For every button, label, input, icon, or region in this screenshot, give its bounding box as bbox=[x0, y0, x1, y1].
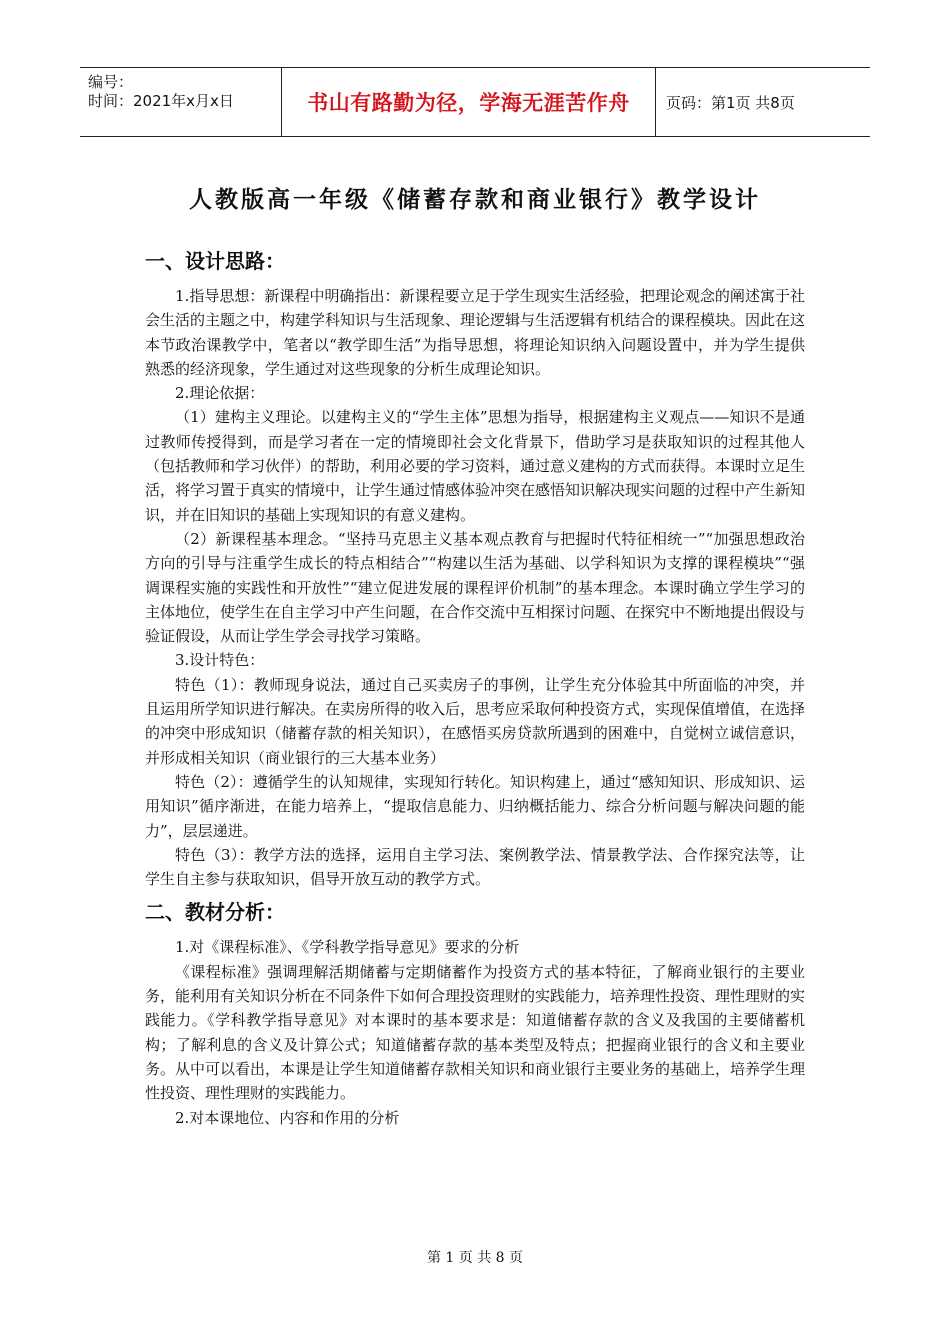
document-body bbox=[145, 246, 805, 1130]
page-footer: 第 1 页 共 8 页 bbox=[426, 1250, 524, 1266]
document-number-label: 编号： bbox=[88, 73, 134, 91]
paragraph: 特色（2）：遵循学生的认知规律，实现知行转化。知识构建上，通过“感知知识、形成知识、运用知识”循序渐进，在能力培养上，“提取信息能力、归纳概括能力、综合分析问题与解决问题的能力”，层层递进。 bbox=[145, 772, 805, 840]
paragraph: 特色（3）：教学方法的选择，运用自主学习法、案例教学法、情景教学法、合作探究法等，让学生自主参与获取知识，倡导开放互动的教学方式。 bbox=[145, 845, 805, 889]
paragraph: 1.指导思想：新课程中明确指出：新课程要立足于学生现实生活经验，把理论观念的阐述寓于社会生活的主题之中，构建学科知识与生活现象、理论逻辑与生活逻辑有机结合的课程模块。因此在这本节政治课教学中，笔者以“教学即生活”为指导思想，将理论知识纳入问题设置中，并为学生提供熟悉的经济现象，学生通过对这些现象的分析生成理论知识。 bbox=[145, 287, 806, 378]
header-motto: 书山有路勤为径，学海无涯苦作舟 bbox=[282, 68, 656, 136]
paragraph: 2.理论依据： bbox=[175, 384, 265, 403]
paragraph: 3.设计特色： bbox=[175, 651, 265, 670]
paragraph: 特色（1）：教师现身说法，通过自己买卖房子的事例，让学生充分体验其中所面临的冲突，并且运用所学知识进行解决。在卖房所得的收入后，思考应采取何种投资方式，实现保值增值，在选择的冲突中形成知识（储蓄存款的相关知识），在感悟买房贷款所遇到的困难中，自觉树立诚信意识，并形成相关知识（商业银行的三大基本业务） bbox=[145, 675, 806, 767]
paragraph: 2.对本课地位、内容和作用的分析 bbox=[175, 1108, 400, 1127]
section-textbook-analysis bbox=[145, 897, 805, 1129]
section-heading: 一、设计思路： bbox=[145, 249, 285, 273]
document-title: 人教版高一年级《储蓄存款和商业银行》教学设计 bbox=[189, 187, 761, 213]
paragraph: 《课程标准》强调理解活期储蓄与定期储蓄作为投资方式的基本特征，了解商业银行的主要业务，能利用有关知识分析在不同条件下如何合理投资理财的实践能力，培养理性投资、理性理财的实践能力。《学科教学指导意见》对本课时的基本要求是：知道储蓄存款的含义及我国的主要储蓄机构；了解利息的含义及计算公式；知道储蓄存款的基本类型及特点；把握商业银行的含义和主要业务。从中可以看出，本课是让学生知道储蓄存款相关知识和商业银行主要业务的基础上，培养学生理性投资、理性理财的实践能力。 bbox=[145, 962, 806, 1103]
header-page-info: 页码：第1页 共8页 bbox=[666, 93, 795, 112]
section-heading: 二、教材分析： bbox=[145, 900, 285, 925]
document-date-label: 时间：2021年x月x日 bbox=[88, 92, 234, 110]
section-design-approach bbox=[145, 246, 805, 891]
header-meta bbox=[80, 68, 282, 136]
paragraph: （2）新课程基本理念。“坚持马克思主义基本观点教育与把握时代特征相统一”“加强思想政治方向的引导与注重学生成长的特点相结合”“构建以生活为基础、以学科知识为支撑的课程模块”“强调课程实施的实践性和开放性”“建立促进发展的课程评价机制”的基本理念。本课时确立学生学习的主体地位，使学生在自主学习中产生问题，在合作交流中互相探讨问题、在探究中不断地提出假设与验证假设，从而让学生学会寻找学习策略。 bbox=[145, 529, 806, 646]
header-table bbox=[80, 67, 870, 137]
paragraph: 1.对《课程标准》、《学科教学指导意见》要求的分析 bbox=[175, 938, 520, 957]
paragraph: （1）建构主义理论。以建构主义的“学生主体”思想为指导，根据建构主义观点——知识不是通过教师传授得到，而是学习者在一定的情境即社会文化背景下，借助学习是获取知识的过程其他人（包括教师和学习伙伴）的帮助，利用必要的学习资料，通过意义建构的方式而获得。本课时立足生活，将学习置于真实的情境中，让学生通过情感体验冲突在感悟知识解决现实问题的过程中产生新知识，并在旧知识的基础上实现知识的有意义建构。 bbox=[145, 408, 806, 524]
